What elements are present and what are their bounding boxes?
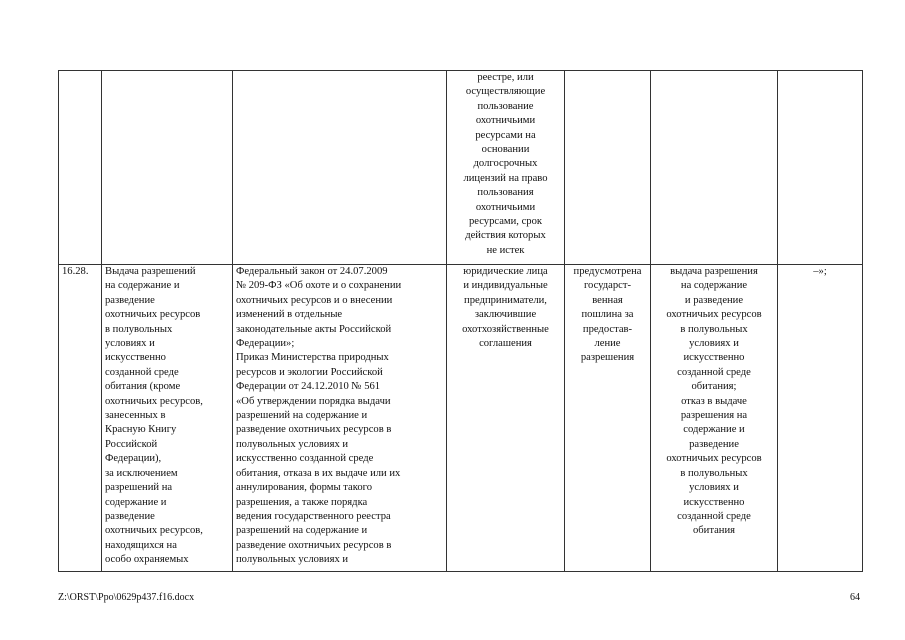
- text-line: Приказ Министерства природных: [236, 352, 389, 364]
- text-line: лицензий на право: [463, 172, 548, 184]
- text-line: охотничьих ресурсов,: [105, 525, 203, 537]
- text-line: предприниматели,: [464, 294, 547, 306]
- text-line: разведение: [105, 294, 155, 306]
- text-line: и индивидуальные: [463, 280, 548, 292]
- text-line: ресурсов и экологии Российской: [236, 366, 383, 378]
- text-line: Выдача разрешений: [105, 266, 196, 277]
- text-line: условиях и: [689, 482, 739, 494]
- text-line: полувольных условиях и: [236, 438, 349, 450]
- cell-empty: [651, 71, 778, 265]
- text-line: особо охраняемых: [105, 554, 189, 566]
- text-line: на содержание и: [105, 280, 180, 292]
- cell-fee: [565, 265, 651, 572]
- text-line: разрешения на: [680, 410, 748, 422]
- text-line: в полувольных: [680, 467, 748, 479]
- text-line: юридические лица: [463, 266, 548, 277]
- text-line: действия которых: [465, 230, 546, 242]
- text-line: охотхозяйственные: [462, 323, 549, 335]
- text-line: находящихся на: [105, 539, 177, 551]
- cell-applicants: [447, 265, 565, 572]
- cell-legal-basis: [233, 265, 447, 572]
- text-line: пользование: [477, 100, 534, 112]
- text-line: реестре, или: [477, 72, 534, 83]
- text-line: искусственно: [683, 352, 745, 364]
- text-line: долгосрочных: [473, 158, 538, 170]
- text-line: охотничьими: [475, 201, 536, 213]
- text-line: не истек: [486, 244, 525, 256]
- text-line: Федерации от 24.12.2010 № 561: [236, 381, 381, 393]
- text-line: разведение охотничьих ресурсов в: [236, 539, 392, 551]
- text-line: полувольных условиях и: [236, 554, 349, 566]
- text-line: законодательные акты Российской: [236, 323, 392, 335]
- services-table: [58, 70, 863, 572]
- text-line: № 209-ФЗ «Об охоте и о сохранении: [236, 280, 402, 292]
- table-row-16-28: [59, 265, 863, 572]
- text-line: основании: [481, 144, 530, 156]
- text-line: на содержание: [680, 280, 748, 292]
- text-line: обитания, отказа в их выдаче или их: [236, 467, 401, 479]
- text-line: обитания;: [691, 381, 737, 393]
- text-line: венная: [592, 294, 623, 306]
- text-line: разведение охотничьих ресурсов в: [236, 424, 392, 436]
- cell-row-number: 16.28.: [59, 265, 102, 572]
- text-line: разрешений на содержание и: [236, 410, 368, 422]
- text-line: созданной среде: [105, 366, 179, 378]
- text-line: ведения государственного реестра: [236, 510, 391, 522]
- text-line: условиях и: [105, 338, 155, 350]
- text-line: охотничьих ресурсов,: [105, 395, 203, 407]
- text-line: Федеральный закон от 24.07.2009: [236, 266, 388, 277]
- text-line: обитания (кроме: [105, 381, 181, 393]
- text-line: условиях и: [689, 338, 739, 350]
- text-line: искусственно созданной среде: [236, 453, 374, 465]
- text-line: за исключением: [105, 467, 178, 479]
- text-line: охотничьих ресурсов: [666, 309, 762, 321]
- text-line: разрешений на: [105, 482, 173, 494]
- text-line: разведение: [105, 510, 155, 522]
- text-line: ресурсами на: [475, 129, 536, 141]
- text-line: охотничьих ресурсов: [666, 453, 762, 465]
- text-line: заключившие: [474, 309, 537, 321]
- text-line: Красную Книгу: [105, 424, 177, 436]
- text-line: охотничьих ресурсов и о внесении: [236, 294, 393, 306]
- footer-page-number: 64: [850, 592, 860, 603]
- text-line: охотничьими: [475, 115, 536, 127]
- text-line: содержание и: [105, 496, 167, 508]
- text-line: государст-: [583, 280, 632, 292]
- cell-empty: [102, 71, 233, 265]
- text-line: в полувольных: [105, 323, 173, 335]
- text-line: изменений в отдельные: [236, 309, 343, 321]
- cell-service-name: [102, 265, 233, 572]
- text-line: разведение: [689, 438, 739, 450]
- cell-empty: [778, 71, 863, 265]
- text-line: созданной среде: [677, 510, 751, 522]
- text-line: Федерации),: [105, 453, 162, 465]
- footer-file-path: Z:\ORST\Ppo\0629p437.f16.docx: [58, 592, 195, 603]
- text-line: пошлина за: [581, 309, 634, 321]
- text-line: разрешения: [580, 352, 635, 364]
- text-line: выдача разрешения: [670, 266, 758, 277]
- cell-applicants-continuation: [447, 71, 565, 265]
- text-line: ресурсами, срок: [468, 216, 543, 228]
- cell-empty: [565, 71, 651, 265]
- text-line: искусственно: [105, 352, 166, 364]
- text-line: «Об утверждении порядка выдачи: [236, 395, 391, 407]
- text-line: Федерации»;: [236, 338, 295, 350]
- cell-result: [651, 265, 778, 572]
- cell-last-column: –»;: [778, 265, 863, 572]
- text-line: Российской: [105, 438, 158, 450]
- text-line: предостав-: [582, 323, 633, 335]
- text-line: отказ в выдаче: [681, 395, 747, 407]
- text-line: искусственно: [683, 496, 745, 508]
- text-line: пользования: [477, 187, 534, 199]
- text-line: осуществляющие: [465, 86, 546, 98]
- text-line: разрешений на содержание и: [236, 525, 368, 537]
- text-line: обитания: [692, 525, 736, 537]
- cell-empty: [59, 71, 102, 265]
- text-line: предусмотрена: [573, 266, 642, 277]
- text-line: содержание и: [683, 424, 745, 436]
- text-line: созданной среде: [677, 366, 751, 378]
- table-row-continuation: [59, 71, 863, 265]
- text-line: и разведение: [684, 294, 744, 306]
- text-line: аннулирования, формы такого: [236, 482, 373, 494]
- text-line: в полувольных: [680, 323, 748, 335]
- cell-empty: [233, 71, 447, 265]
- text-line: охотничьих ресурсов: [105, 309, 201, 321]
- text-line: занесенных в: [105, 410, 166, 422]
- text-line: соглашения: [479, 338, 532, 350]
- text-line: ление: [594, 338, 621, 350]
- text-line: разрешения, а также порядка: [236, 496, 368, 508]
